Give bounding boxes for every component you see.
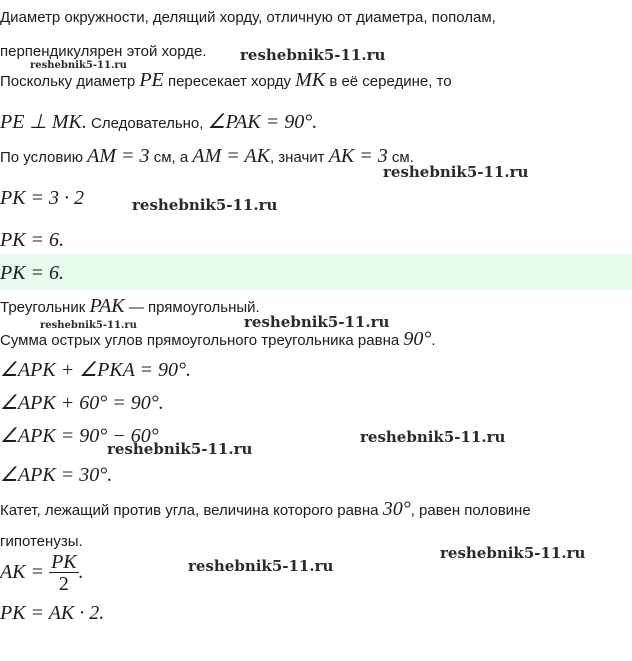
fraction-denominator: 2 [58,573,69,595]
fraction [49,552,79,595]
watermark-small: reshebnik5-11.ru [30,60,127,71]
equation-pk-product: PK = 3 · 2 [0,187,85,209]
equation-pk-from-ak: PK = AK · 2. [0,602,105,624]
text-line-3: Поскольку диаметр PE пересекает хорду MK в её середине, то [0,69,452,91]
fraction-numerator: PK [51,551,77,573]
watermark: reshebnik5-11.ru [240,46,386,64]
equation-pk-highlighted: PK = 6. [0,262,65,284]
text-line-1: Диаметр окружности, делящий хорду, отличную от диаметра, пополам, [0,9,496,26]
text-line-hypotenuse: гипотенузы. [0,533,83,550]
equation-pk-result: PK = 6. [0,229,65,251]
text-line-angle-sum: Сумма острых углов прямоугольного треугольника равна 90°. [0,328,436,350]
equation-angle-result: ∠APK = 30°. [0,464,113,486]
watermark: reshebnik5-11.ru [132,196,278,214]
equation-ak-fraction: AK = $\frac{PK}{2}$ . [0,551,84,595]
equation-angle-difference: ∠APK = 90° − 60° [0,425,159,447]
watermark: reshebnik5-11.ru [107,440,253,458]
text-line-leg-rule: Катет, лежащий против угла, величина которого равна 30°, равен половине [0,498,531,520]
watermark: reshebnik5-11.ru [360,428,506,446]
equation-angle-substitute: ∠APK + 60° = 90°. [0,392,164,414]
watermark: reshebnik5-11.ru [440,544,586,562]
text-line-5: По условию AM = 3 см, а AM = AK, значит AK = 3 см. [0,145,414,167]
text-line-2: перпендикулярен этой хорде. [0,43,207,60]
equation-angle-sum: ∠APK + ∠PKA = 90°. [0,359,192,381]
watermark: reshebnik5-11.ru [244,313,390,331]
watermark: reshebnik5-11.ru [188,557,334,575]
text-line-4: PE ⊥ MK. Следовательно, ∠PAK = 90°. [0,111,318,133]
text-line-triangle: Треугольник PAK — прямоугольный. [0,295,260,317]
watermark-small: reshebnik5-11.ru [40,320,137,331]
watermark: reshebnik5-11.ru [383,163,529,181]
